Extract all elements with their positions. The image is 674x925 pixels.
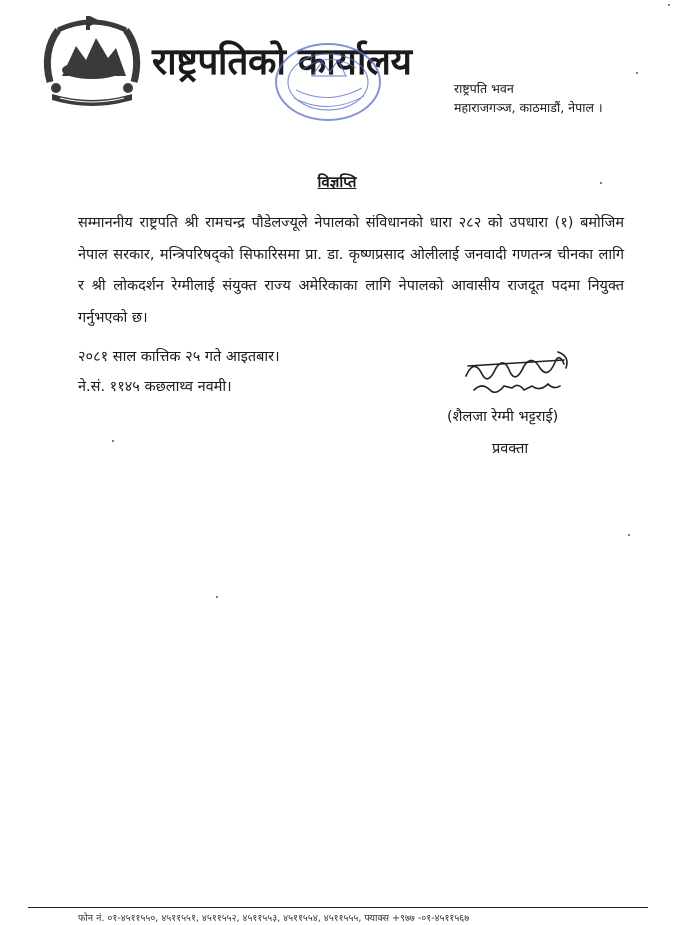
scan-speck (628, 534, 630, 536)
scan-speck (668, 4, 670, 6)
signatory-title: प्रवक्ता (492, 441, 529, 457)
scan-speck (216, 596, 218, 598)
address-line-1: राष्ट्रपति भवन (454, 81, 514, 96)
nepal-sambat-date-line: ने.सं. ११४५ कछलाथ्व नवमी। (78, 379, 232, 395)
document-type-heading: विज्ञप्ति (317, 173, 357, 191)
scan-speck (600, 182, 602, 184)
footer-contact: फोन नं. ०१-४५११५५०, ४५११५५१, ४५११५५२, ४५११५५३, ४५११५५४, ४५११५५५, फ्याक्स +९७७ -०१-४५११५६७ (78, 913, 470, 924)
notice-body: सम्माननीय राष्ट्रपति श्री रामचन्द्र पौडेलज्यूले नेपालको संविधानको धारा २८२ को उपधारा (१) बमोजिम नेपाल सरकार, मन्त्रिपरिषद्को सिफारिसमा प्रा. डा. कृष्णप्रसाद ओलीलाई जनवादी गणतन्त्र चीनका लागि र श्री लोकदर्शन रेग्मीलाई संयुक्त राज्य अमेरिकाका लागि नेपालको आवासीय राजदूत पदमा नियुक्त गर्नुभएको छ। (78, 215, 624, 326)
date-line: २०८१ साल कात्तिक २५ गते आइतबार। (78, 349, 280, 365)
office-title: राष्ट्रपतिको कार्यालय (152, 40, 412, 83)
footer-divider (28, 907, 648, 908)
address-line-2: महाराजगञ्ज, काठमाडौं, नेपाल । (454, 100, 603, 115)
handwritten-signature-icon (460, 346, 578, 400)
scan-speck (112, 440, 114, 442)
scan-speck (636, 72, 638, 74)
signatory-name: (शैलजा रेग्मी भट्टराई) (447, 409, 559, 425)
nepal-coat-of-arms-icon (36, 12, 148, 108)
office-seal-icon (272, 40, 384, 124)
